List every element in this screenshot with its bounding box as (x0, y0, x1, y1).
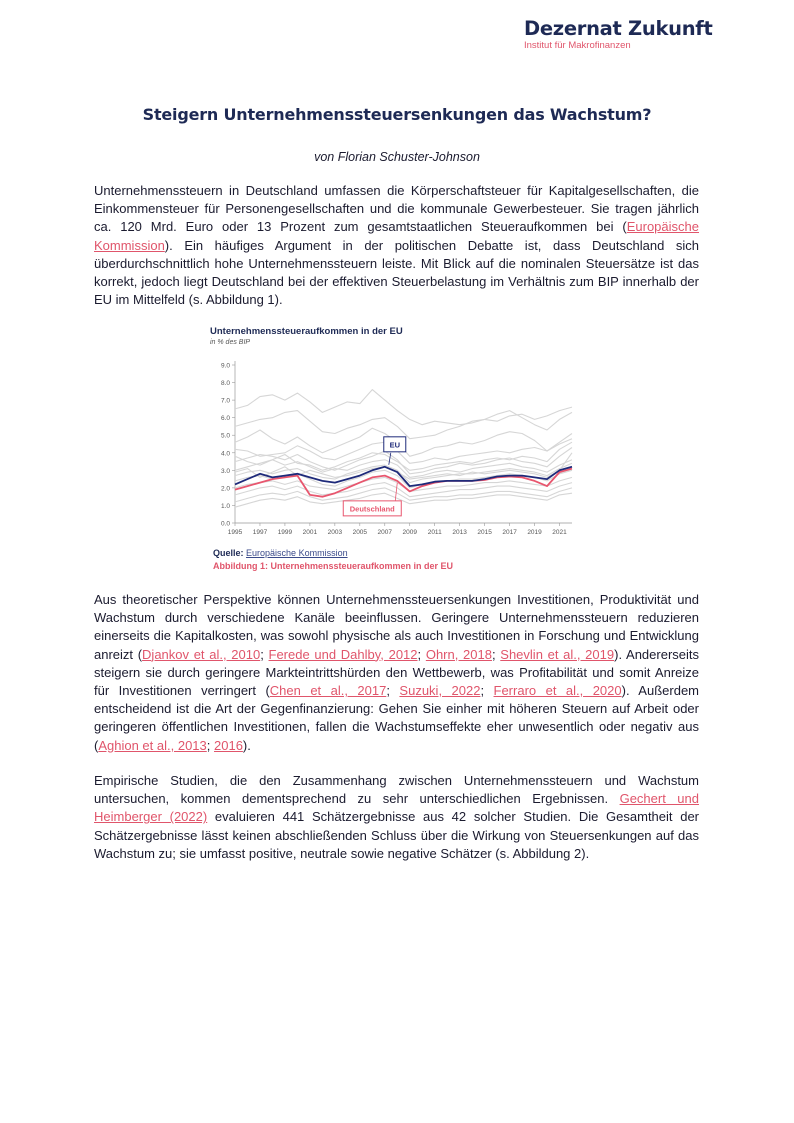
x-tick-label: 2005 (352, 529, 368, 536)
document-title: Steigern Unternehmenssteuersenkungen das Wachstum? (142, 105, 652, 124)
citation-link[interactable]: Ferraro et al., 2020 (493, 683, 622, 699)
x-tick-label: 2019 (527, 529, 542, 536)
x-tick-label: 1995 (227, 529, 243, 536)
logo-title: Dezernat Zukunft (524, 17, 713, 40)
paragraph-theory (94, 591, 699, 755)
paragraph-text: Aus theoretischer Perspektive können Unternehmenssteuersenkungen Investitionen, Produktivität und Wachstum durch verschiedene Kanäle beeinflussen. Geringere Unternehmenssteuern reduzieren einerseits die Kapitalkosten, was sowohl physische als auch Investitionen in Forschung und Entwicklung anreizt ( (94, 592, 699, 662)
citation-link[interactable]: Aghion et al., 2013 (98, 737, 207, 753)
logo (524, 18, 724, 51)
x-tick-label: 2015 (477, 529, 492, 536)
citation-link[interactable]: Chen et al., 2017 (269, 683, 387, 699)
citation-link[interactable]: Gechert und Heimberger (2022) (94, 791, 699, 825)
figure-1 (205, 325, 585, 575)
separator: ; (417, 646, 426, 662)
figure-caption: Abbildung 1: Unternehmenssteueraufkommen in der EU (213, 561, 454, 571)
x-tick-label: 2021 (552, 529, 567, 536)
source-label: Quelle: (213, 548, 244, 558)
y-tick-label: 7.0 (220, 397, 230, 405)
figure-source (213, 548, 348, 558)
separator: ; (260, 646, 269, 662)
y-tick-label: 0.0 (220, 520, 230, 528)
paragraph-text: Empirische Studien, die den Zusammenhang zwischen Unternehmenssteuern und Wachstum untersuchen, kommen dementsprechend zu sehr unterschiedlichen Ergebnissen. (94, 773, 699, 807)
citation-link[interactable]: Ferede und Dahlby, 2012 (268, 646, 418, 662)
x-tick-label: 2017 (502, 529, 517, 536)
y-tick-label: 2.0 (220, 485, 230, 493)
series-label-deutschland: Deutschland (349, 504, 395, 514)
y-tick-label: 8.0 (220, 380, 230, 388)
y-tick-label: 4.0 (220, 450, 230, 458)
separator: ; (480, 683, 494, 699)
series-label-eu: EU (389, 440, 400, 450)
x-tick-label: 1999 (277, 529, 293, 536)
paragraph-text: ). Ein häufiges Argument in der politischen Debatte ist, dass Deutschland sich überdurchschnittlich hohe Unternehmenssteuern leiste. Mit Blick auf die nominalen Steuersätze ist das korrekt, jedoch liegt Deutschland bei der effektiven Steuerbelastung im Verhältnis zum BIP innerhalb der EU im Mittelfeld (s. Abbildung 1). (94, 237, 699, 308)
logo-subtitle: Institut für Makrofinanzen (524, 40, 631, 51)
y-tick-label: 6.0 (220, 415, 230, 423)
line-chart (205, 353, 585, 548)
separator: ; (491, 646, 501, 662)
source-link[interactable]: Europäische Kommission (246, 548, 348, 558)
y-tick-label: 3.0 (220, 467, 230, 475)
separator: ; (386, 683, 400, 699)
background-series-line (235, 390, 572, 425)
background-series-line (235, 493, 572, 507)
citation-link[interactable]: Suzuki, 2022 (399, 683, 481, 699)
y-tick-label: 1.0 (220, 502, 230, 510)
paragraph-text: ). Andererseits steigern sie durch geringere Markteintrittshürden den Wettbewerb, was Profitabilität und somit Anreize für Investitionen verringert ( (94, 646, 700, 699)
x-tick-label: 2009 (402, 529, 417, 536)
chart-subtitle: in % des BIP (210, 339, 251, 346)
chart-title: Unternehmenssteueraufkommen in der EU (210, 326, 403, 337)
paragraph-empirics (94, 772, 699, 863)
paragraph-intro (94, 182, 699, 309)
y-tick-label: 9.0 (220, 362, 230, 370)
citation-link[interactable]: Djankov et al., 2010 (142, 646, 261, 662)
y-tick-label: 5.0 (220, 432, 230, 440)
x-tick-label: 1997 (252, 529, 268, 536)
x-tick-label: 2001 (302, 529, 318, 536)
x-tick-label: 2007 (377, 529, 393, 536)
paragraph-text: evaluieren 441 Schätzergebnisse aus 42 solcher Studien. Die Gesamtheit der Schätzergebnisse lässt keinen abschließenden Schluss über die Wirkung von Steuersenkungen auf das Wachstum zu; sie umfasst positive, neutrale sowie negative Schätzer (s. Abbildung 2). (94, 809, 700, 861)
x-tick-label: 2003 (327, 529, 343, 536)
link-europaeische-kommission[interactable]: Europäische Kommission (94, 219, 699, 253)
paragraph-text: Unternehmenssteuern in Deutschland umfassen die Körperschaftsteuer für Kapitalgesellschaften, die Einkommensteuer für Personengesellschaften und die kommunale Gewerbesteuer. Sie tragen jährlich ca. 120 Mrd. Euro oder 13 Prozent zum gesamtstaatlichen Steueraufkommen bei ( (94, 183, 699, 235)
citation-link[interactable]: Shevlin et al., 2019 (500, 646, 615, 662)
x-tick-label: 2013 (452, 529, 467, 536)
citation-link[interactable]: Ohrn, 2018 (425, 646, 492, 662)
paragraph-text: ). Außerdem entscheidend ist die Art der Gegenfinanzierung: Gehen Sie einher mit höheren Steuern auf Arbeit oder geringeren öffentlichen Investitionen, fallen die Wachstumseffekte eher unwesentlich oder negativ aus ( (94, 683, 699, 753)
citation-link[interactable]: 2016 (214, 737, 243, 753)
author-line: von Florian Schuster-Johnson (314, 150, 480, 164)
paragraph-text: ). (242, 737, 251, 753)
separator: ; (206, 737, 214, 753)
x-tick-label: 2011 (427, 529, 442, 536)
